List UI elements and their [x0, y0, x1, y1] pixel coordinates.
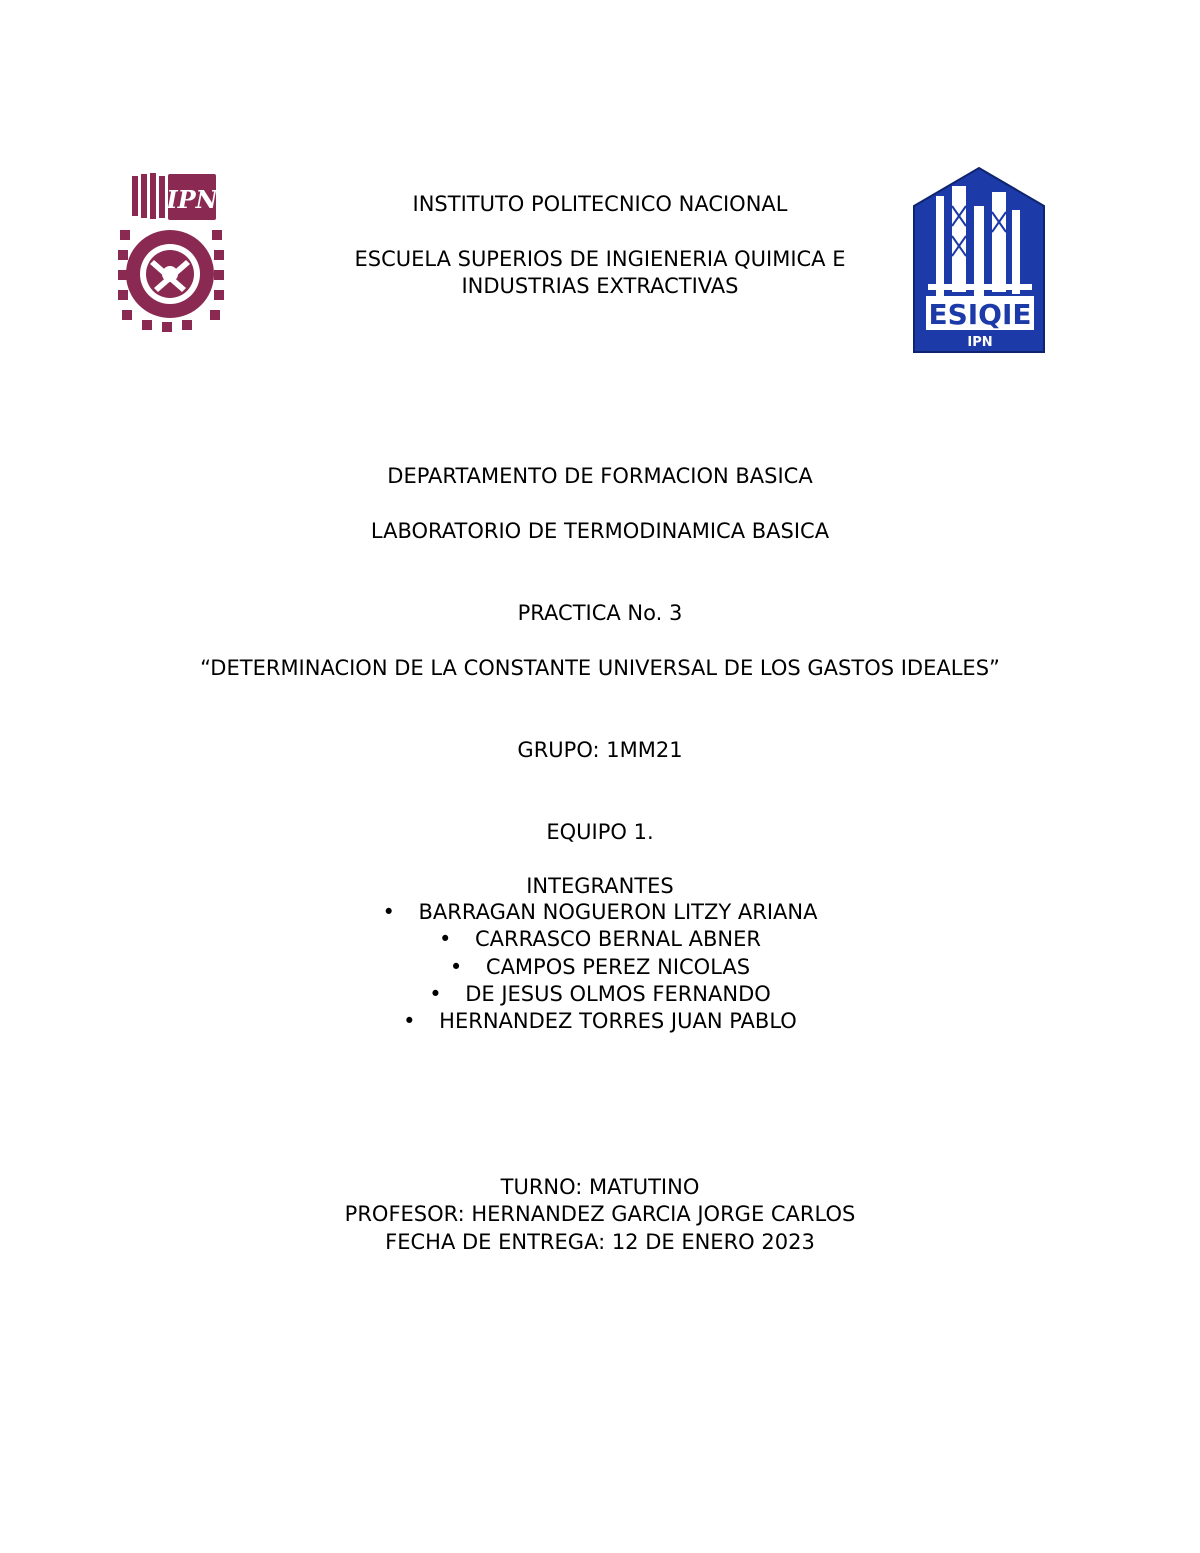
shift-label: TURNO: MATUTINO	[500, 1175, 700, 1199]
list-item	[0, 899, 1200, 926]
bullet-icon: •	[429, 981, 442, 1006]
svg-text:IPN: IPN	[166, 185, 218, 214]
member-name: CARRASCO BERNAL ABNER	[475, 927, 761, 952]
school-name-line1: ESCUELA SUPERIOS DE INGIENERIA QUIMICA E	[354, 247, 846, 271]
laboratory-name: LABORATORIO DE TERMODINAMICA BASICA	[370, 519, 830, 543]
list-item	[0, 926, 1200, 953]
practice-number: PRACTICA No. 3	[517, 601, 683, 625]
professor-label: PROFESOR: HERNANDEZ GARCIA JORGE CARLOS	[344, 1202, 856, 1226]
group-label: GRUPO: 1MM21	[517, 738, 683, 762]
school-name-line2: INDUSTRIAS EXTRACTIVAS	[461, 274, 739, 298]
delivery-date: FECHA DE ENTREGA: 12 DE ENERO 2023	[385, 1230, 815, 1254]
member-name: DE JESUS OLMOS FERNANDO	[465, 981, 771, 1006]
svg-text:ESIQIE: ESIQIE	[928, 298, 1032, 331]
bullet-icon: •	[382, 900, 395, 924]
members-heading: INTEGRANTES	[526, 874, 674, 898]
list-item	[0, 1008, 1200, 1035]
list-item	[0, 981, 1200, 1008]
member-name: BARRAGAN NOGUERON LITZY ARIANA	[418, 900, 818, 924]
department-name: DEPARTAMENTO DE FORMACION BASICA	[387, 464, 813, 488]
svg-text:IPN: IPN	[967, 335, 993, 350]
practice-title: “DETERMINACION DE LA CONSTANTE UNIVERSAL DE LOS GASTOS IDEALES”	[200, 656, 1000, 680]
bullet-icon: •	[439, 927, 452, 952]
members-list	[0, 899, 1200, 1035]
bullet-icon: •	[403, 1009, 416, 1034]
bullet-icon: •	[449, 954, 463, 979]
member-name: CAMPOS PEREZ NICOLAS	[485, 954, 751, 979]
member-name: HERNANDEZ TORRES JUAN PABLO	[439, 1009, 797, 1034]
institute-name: INSTITUTO POLITECNICO NACIONAL	[412, 192, 788, 216]
team-label: EQUIPO 1.	[546, 820, 654, 844]
list-item	[0, 954, 1200, 981]
